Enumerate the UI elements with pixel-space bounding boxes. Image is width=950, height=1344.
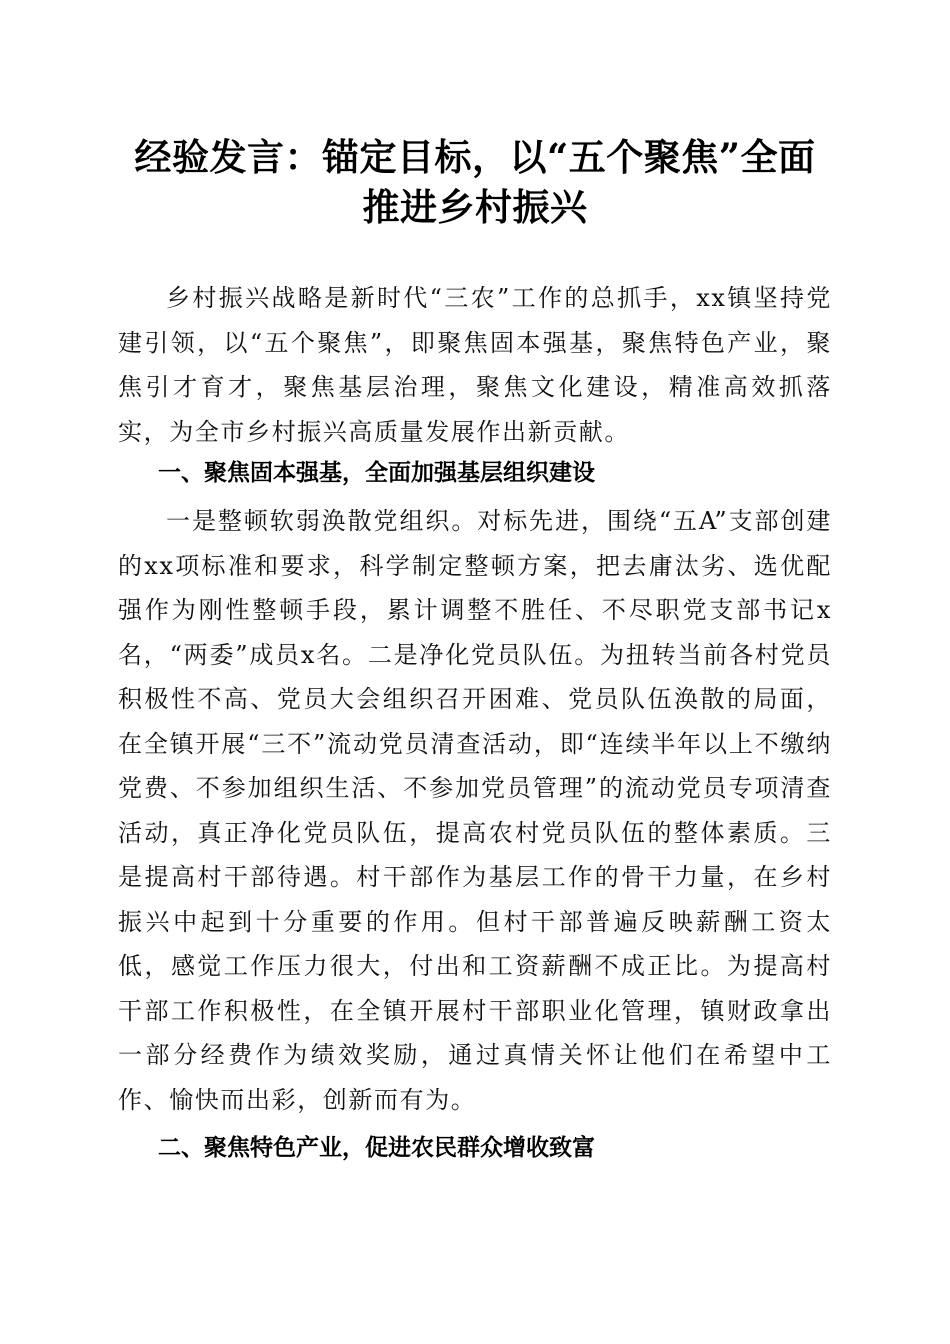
section-2-heading: 二、聚焦特色产业，促进农民群众增收致富 [158,1135,595,1161]
document-title: 经验发言：锚定目标，以“五个聚焦”全面推进乡村振兴 [134,135,816,229]
section-1-paragraph: 一是整顿软弱涣散党组织。对标先进，围绕“五A”支部创建的xx项标准和要求，科学制定整顿方案，把去庸汰劣、选优配强作为刚性整顿手段，累计调整不胜任、不尽职党支部书记x名，“两委”成员x名。二是净化党员队伍。为扭转当前各村党员积极性不高、党员大会组织召开困难、党员队伍涣散的局面，在全镇开展“三不”流动党员清查活动，即“连续半年以上不缴纳党费、不参加组织生活、不参加党员管理”的流动党员专项清查活动，真正净化党员队伍，提高农村党员队伍的整体素质。三是提高村干部待遇。村干部作为基层工作的骨干力量，在乡村振兴中起到十分重要的作用。但村干部普遍反映薪酬工资太低，感觉工作压力很大，付出和工资薪酬不成正比。为提高村干部工作积极性，在全镇开展村干部职业化管理，镇财政拿出一部分经费作为绩效奖励，通过真情关怀让他们在希望中工作、愉快而出彩，创新而有为。 [118,507,832,1114]
intro-paragraph: 乡村振兴战略是新时代“三农”工作的总抓手，xx镇坚持党建引领，以“五个聚焦”，即聚焦固本强基，聚焦特色产业，聚焦引才育才，聚焦基层治理，聚焦文化建设，精准高效抓落实，为全市乡村振兴高质量发展作出新贡献。 [118,284,832,446]
section-1-heading: 一、聚焦固本强基，全面加强基层组织建设 [158,460,595,486]
